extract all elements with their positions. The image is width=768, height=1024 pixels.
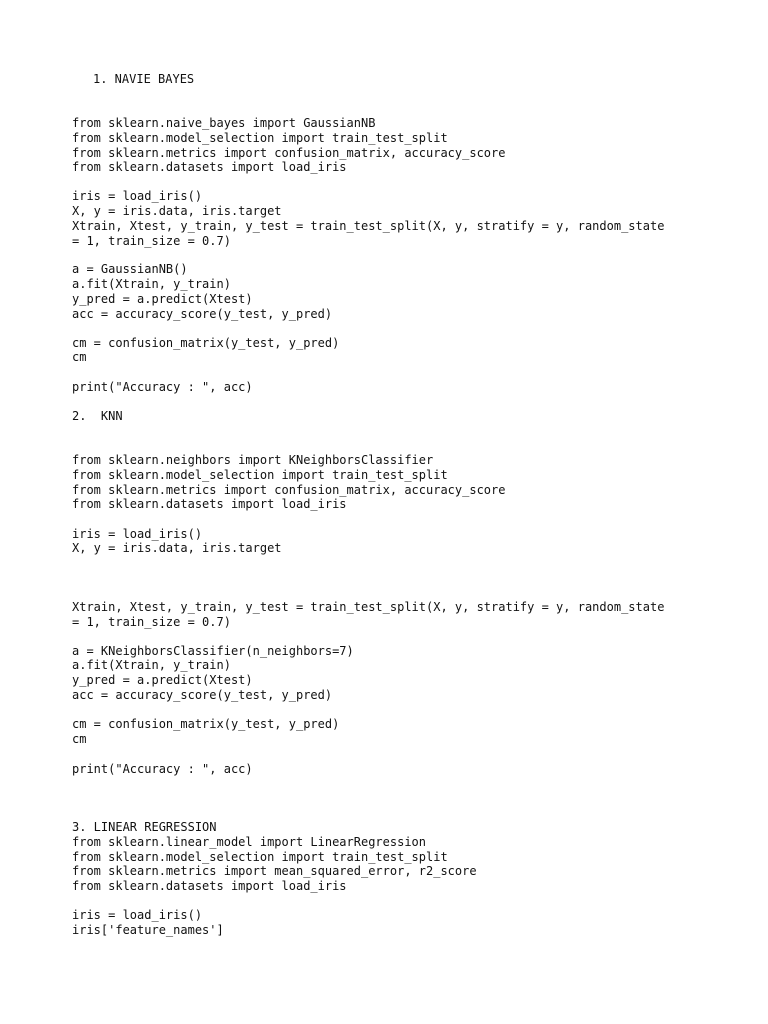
code-line: from sklearn.datasets import load_iris: [72, 879, 347, 893]
code-line: cm: [72, 732, 87, 746]
code-line: acc = accuracy_score(y_test, y_pred): [72, 688, 333, 702]
code-line: acc = accuracy_score(y_test, y_pred): [72, 307, 333, 321]
code-line: cm = confusion_matrix(y_test, y_pred): [72, 717, 340, 731]
code-line: Xtrain, Xtest, y_train, y_test = train_test_split(X, y, stratify = y, random_state: [72, 600, 665, 614]
code-line: a = GaussianNB(): [72, 262, 188, 276]
code-line: iris = load_iris(): [72, 527, 203, 541]
code-line: a.fit(Xtrain, y_train): [72, 658, 231, 672]
code-line: cm: [72, 350, 87, 364]
code-line: from sklearn.metrics import confusion_matrix, accuracy_score: [72, 146, 506, 160]
code-line: print("Accuracy : ", acc): [72, 762, 253, 776]
code-line: y_pred = a.predict(Xtest): [72, 292, 253, 306]
code-line: y_pred = a.predict(Xtest): [72, 673, 253, 687]
code-line: from sklearn.model_selection import train_test_split: [72, 468, 448, 482]
section-heading-linear-regression: 3. LINEAR REGRESSION: [72, 820, 217, 834]
code-line: print("Accuracy : ", acc): [72, 380, 253, 394]
code-line: X, y = iris.data, iris.target: [72, 541, 282, 555]
code-line: from sklearn.model_selection import train_test_split: [72, 131, 448, 145]
section-heading-naive-bayes: 1. NAVIE BAYES: [93, 72, 195, 86]
code-line: = 1, train_size = 0.7): [72, 615, 231, 629]
code-line: from sklearn.datasets import load_iris: [72, 497, 347, 511]
code-line: iris['feature_names']: [72, 923, 224, 937]
code-line: a.fit(Xtrain, y_train): [72, 277, 231, 291]
code-line: cm = confusion_matrix(y_test, y_pred): [72, 336, 340, 350]
code-line: from sklearn.metrics import confusion_matrix, accuracy_score: [72, 483, 506, 497]
code-line: = 1, train_size = 0.7): [72, 234, 231, 248]
code-line: X, y = iris.data, iris.target: [72, 204, 282, 218]
code-line: iris = load_iris(): [72, 908, 203, 922]
code-line: from sklearn.metrics import mean_squared_error, r2_score: [72, 864, 477, 878]
section-heading-knn: 2. KNN: [72, 409, 123, 423]
code-line: from sklearn.neighbors import KNeighborsClassifier: [72, 453, 434, 467]
code-line: from sklearn.datasets import load_iris: [72, 160, 347, 174]
code-line: Xtrain, Xtest, y_train, y_test = train_test_split(X, y, stratify = y, random_state: [72, 219, 665, 233]
code-line: iris = load_iris(): [72, 189, 203, 203]
code-line: from sklearn.model_selection import train_test_split: [72, 850, 448, 864]
code-line: a = KNeighborsClassifier(n_neighbors=7): [72, 644, 354, 658]
code-line: from sklearn.linear_model import LinearRegression: [72, 835, 427, 849]
code-line: from sklearn.naive_bayes import GaussianNB: [72, 116, 376, 130]
